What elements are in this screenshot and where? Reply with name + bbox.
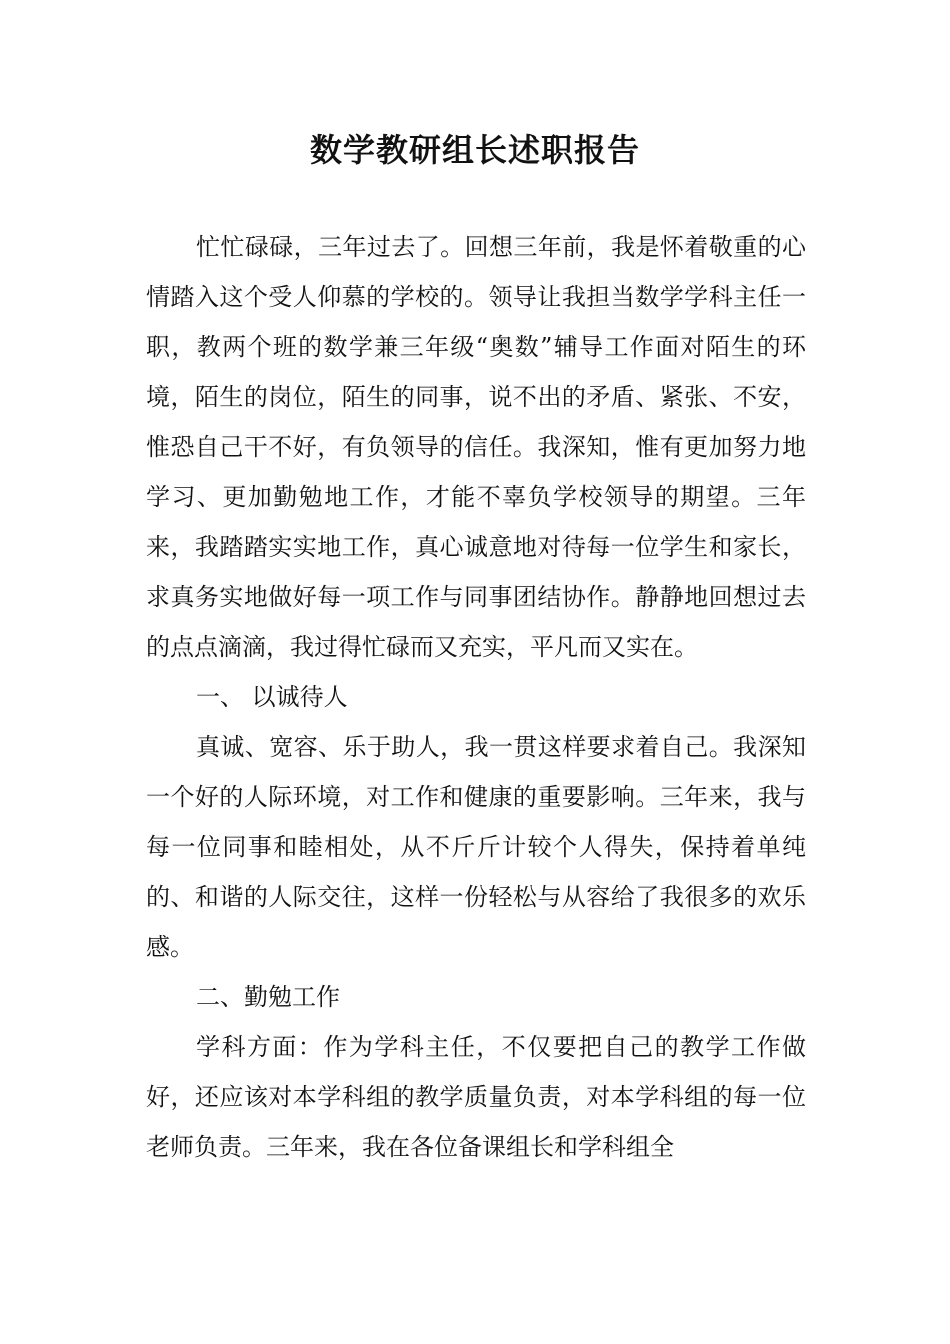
document-body xyxy=(146,222,806,1172)
section-1-paragraph: 真诚、宽容、乐于助人，我一贯这样要求着自己。我深知一个好的人际环境，对工作和健康的重要影响。三年来，我与每一位同事和睦相处，从不斤斤计较个人得失，保持着单纯的、和谐的人际交往，这样一份轻松与从容给了我很多的欢乐感。 xyxy=(146,733,806,961)
intro-paragraph: 忙忙碌碌，三年过去了。回想三年前，我是怀着敬重的心情踏入这个受人仰慕的学校的。领导让我担当数学学科主任一职，教两个班的数学兼三年级“奥数”辅导工作面对陌生的环境，陌生的岗位，陌生的同事，说不出的矛盾、紧张、不安，惟恐自己干不好，有负领导的信任。我深知，惟有更加努力地学习、更加勤勉地工作，才能不辜负学校领导的期望。三年来，我踏踏实实地工作，真心诚意地对待每一位学生和家长，求真务实地做好每一项工作与同事团结协作。静静地回想过去的点点滴滴，我过得忙碌而又充实，平凡而又实在。 xyxy=(146,233,806,661)
document-title: 数学教研组长述职报告 xyxy=(309,131,640,169)
section-2-paragraph: 学科方面：作为学科主任，不仅要把自己的教学工作做好，还应该对本学科组的教学质量负责，对本学科组的每一位老师负责。三年来，我在各位备课组长和学科组全 xyxy=(146,1033,806,1161)
section-heading-2: 二、勤勉工作 xyxy=(196,983,340,1011)
section-heading-1: 一、 以诚待人 xyxy=(196,683,348,711)
